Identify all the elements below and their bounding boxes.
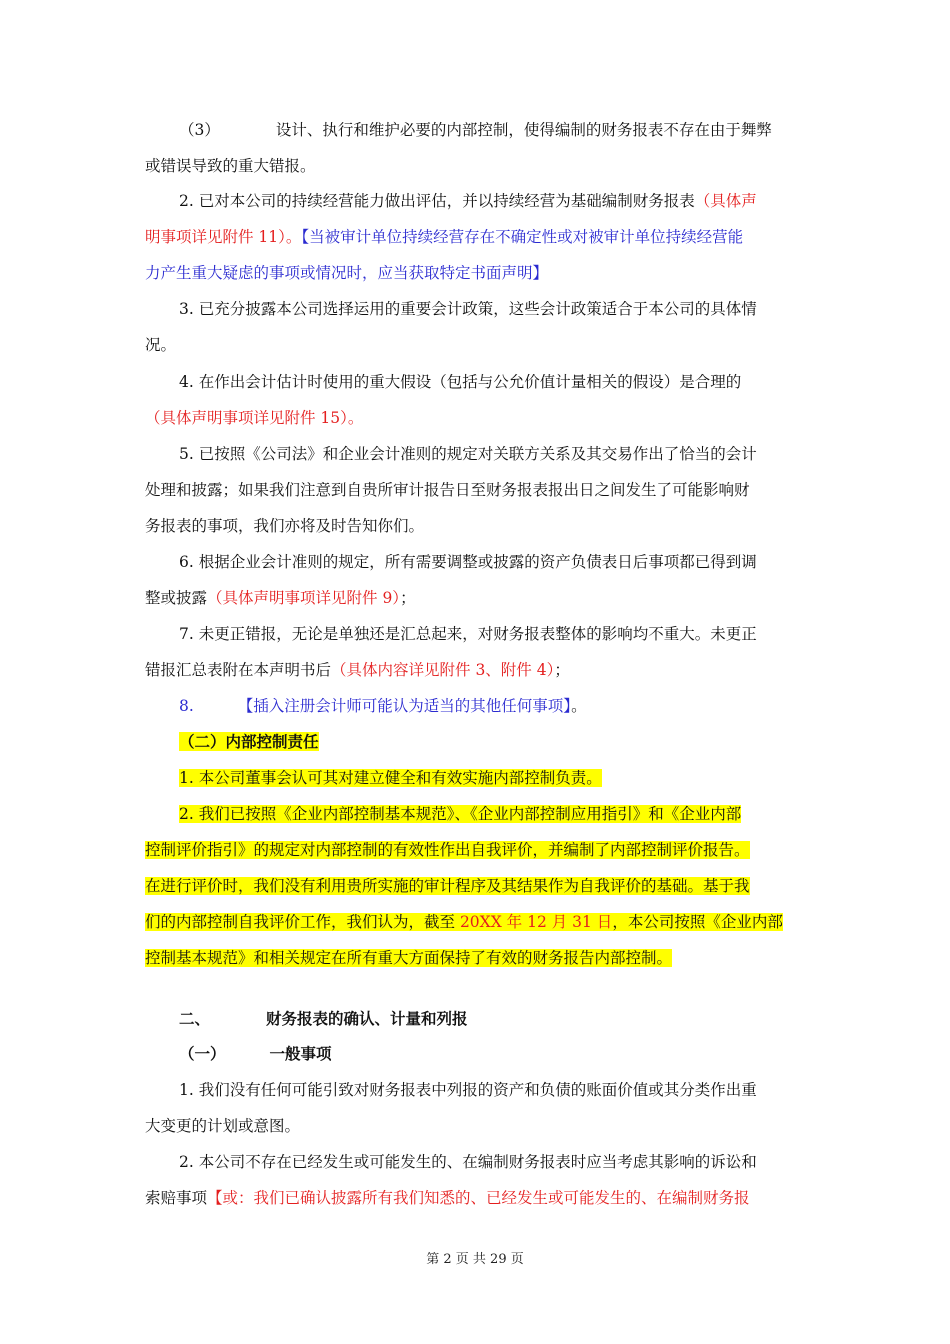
ic-para-1: 1. 本公司董事会认可其对建立健全和有效实施内部控制负责。 [179, 769, 602, 787]
para-4: 4. 在作出会计估计时使用的重大假设（包括与公允价值计量相关的假设）是合理的 [179, 373, 742, 391]
page-footer: 第 2 页 共 29 页 [426, 1252, 524, 1267]
heading-general-matters: （一） 一般事项 [179, 1044, 332, 1063]
heading-2: 二、 财务报表的确认、计量和列报 [179, 1009, 468, 1028]
para-item-3: （3） 设计、执行和维护必要的内部控制，使得编制的财务报表不存在由于舞弊 [179, 121, 772, 139]
general-para-1: 1. 我们没有任何可能引致对财务报表中列报的资产和负债的账面价值或其分类作出重 [179, 1081, 757, 1099]
document-page: （3） 设计、执行和维护必要的内部控制，使得编制的财务报表不存在由于舞弊 或错误导致的重大错报。 2. 已对本公司的持续经营能力做出评估，并以持续经营为基础编制财务报表（具体声 明事项详见附件 11）。【当被审计单位持续经营存在不确定性或对被审计单位持续经营能 力产生重大疑虑的事项或情况时，应当获取特定书面声明】 3. 已充分披露本公司选择运用的重要会计政策，这些会计政策适合于本公司的具体情 况。 4. 在作出会计估计时使用的重大假设（包括与公允价值计量相关的假设）是合理的 （具体声明事项详见附件 15）。 5. 已按照《公司法》和企业会计准则的规定对关联方关系及其交易作出了恰当的会计 处理和披露；如果我们注意到自贵所审计报告日至财务报表报出日之间发生了可能影响财 务报表的事项，我们亦将及时告知你们。 6. 根据企业会计准则的规定，所有需要调整或披露的资产负债表日后事项都已得到调 整或披露（具体声明事项详见附件 9）； 7. 未更正错报，无论是单独还是汇总起来，对财务报表整体的影响均不重大。未更正 错报汇总表附在本声明书后（具体内容详见附件 3、附件 4）； 8. 【插入注册会计师可能认为适当的其他任何事项】。 （二）内部控制责任 1. 本公司董事会认可其对建立健全和有效实施内部控制负责。 2. 我们已按照《企业内部控制基本规范》、《企业内部控制应用指引》和《企业内部 控制评价指引》的规定对内部控制的有效性作出自我评价，并编制了内部控制评价报告。 在进行评价时，我们没有利用贵所实施的审计程序及其结果作为自我评价的基础。基于我 们的内部控制自我评价工作，我们认为，截至 20XX 年 12 月 31 日，本公司按照《企业内部 控制基本规范》和相关规定在所有重大方面保持了有效的财务报告内部控制。 二、 财务报表的确认、计量和列报 （一） 一般事项 1. 我们没有任何可能引致对财务报表中列报的资产和负债的账面价值或其分类作出重 大变更的计划或意图。 2. 本公司不存在已经发生或可能发生的、在编制财务报表时应当考虑其影响的诉讼和 索赔事项【或：我们已确认披露所有我们知悉的、已经发生或可能发生的、在编制财务报 第 2 页 共 29 页 [0, 0, 950, 1344]
ic-para-2: 2. 我们已按照《企业内部控制基本规范》、《企业内部控制应用指引》和《企业内部 [179, 805, 742, 823]
general-para-2: 2. 本公司不存在已经发生或可能发生的、在编制财务报表时应当考虑其影响的诉讼和 [179, 1153, 757, 1171]
para-2: 2. 已对本公司的持续经营能力做出评估，并以持续经营为基础编制财务报表（具体声 [179, 192, 757, 210]
para-6: 6. 根据企业会计准则的规定，所有需要调整或披露的资产负债表日后事项都已得到调 [179, 553, 757, 571]
para-8: 8. 【插入注册会计师可能认为适当的其他任何事项】。 [179, 697, 587, 715]
item-number: （3） [179, 121, 220, 139]
para-3: 3. 已充分披露本公司选择运用的重要会计政策，这些会计政策适合于本公司的具体情 [179, 300, 757, 318]
para-5: 5. 已按照《公司法》和企业会计准则的规定对关联方关系及其交易作出了恰当的会计 [179, 445, 757, 463]
section-heading-internal-control: （二）内部控制责任 [179, 732, 319, 751]
para-7: 7. 未更正错报，无论是单独还是汇总起来，对财务报表整体的影响均不重大。未更正 [179, 625, 757, 643]
